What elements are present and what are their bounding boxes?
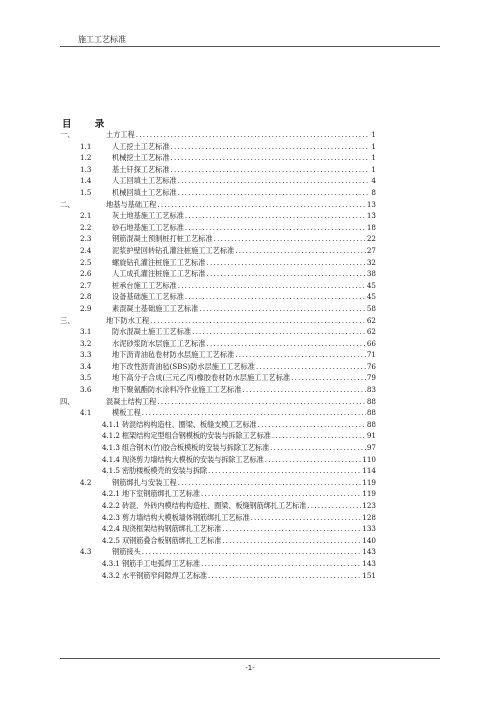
toc-entry-title: 地下沥青油毡卷材防水层施工工艺标准 <box>112 350 235 360</box>
toc-entry-title: 4.1.4 现浇剪力墙结构大模板的安装与拆除工艺标准 <box>102 454 264 464</box>
toc-entry-number: 3.2 <box>80 338 92 348</box>
toc-leader-dots <box>157 199 366 211</box>
toc-entry[interactable] <box>60 488 376 500</box>
toc-leader-dots <box>222 535 361 547</box>
toc-entry-title: 4.2.3 剪力墙结构大模板墙体钢筋绑扎工艺标准 <box>102 512 250 522</box>
toc-entry[interactable] <box>60 152 376 164</box>
toc-entry[interactable] <box>60 349 376 361</box>
toc-leader-dots <box>206 338 365 350</box>
toc-leader-dots <box>178 175 371 187</box>
toc-entry[interactable] <box>60 257 376 269</box>
toc-leader-dots <box>235 245 366 257</box>
toc-entry[interactable] <box>60 129 376 141</box>
toc-entry-number: 2.2 <box>80 222 92 232</box>
toc-entry-page: 13 <box>366 199 376 209</box>
toc-entry[interactable] <box>60 535 376 547</box>
toc-leader-dots <box>171 164 371 176</box>
toc-entry-number: 四、 <box>60 396 75 406</box>
footer-divider <box>60 658 440 659</box>
toc-entry-title: 钢筋绑扎与安装工程 <box>112 477 177 487</box>
toc-entry-title: 4.3.2 水平钢筋窄间隙焊工艺标准 <box>102 570 208 580</box>
toc-entry-title: 混凝土结构工程 <box>106 396 157 406</box>
toc-leader-dots <box>201 488 361 500</box>
toc-entry-title: 地下聚氨酯防水涂料冷作业施工工艺标准 <box>112 385 242 395</box>
toc-entry-title: 机械回填土工艺标准 <box>112 187 177 197</box>
toc-entry-number: 1.3 <box>80 164 92 174</box>
toc-leader-dots <box>192 326 366 338</box>
toc-entry[interactable] <box>60 396 376 408</box>
toc-entry-page: 1 <box>371 130 376 139</box>
toc-leader-dots <box>201 558 361 570</box>
toc-entry[interactable] <box>60 268 376 280</box>
toc-entry-page: 140 <box>362 535 376 545</box>
toc-entry[interactable] <box>60 245 376 257</box>
toc-entry-page: 79 <box>366 373 376 383</box>
toc-entry-number: 一、 <box>60 130 75 139</box>
toc-entry[interactable] <box>60 384 376 396</box>
toc-entry-title: 地下防水工程 <box>106 315 150 325</box>
toc-entry-page: 88 <box>366 419 376 429</box>
toc-entry[interactable] <box>60 361 376 373</box>
toc-leader-dots <box>185 222 366 234</box>
toc-entry[interactable] <box>60 558 376 570</box>
toc-leader-dots <box>270 442 366 454</box>
toc-leader-dots <box>199 303 366 315</box>
toc-entry-page: 119 <box>362 489 376 499</box>
toc-entry-page: 1 <box>371 141 376 151</box>
toc-entry[interactable] <box>60 523 376 535</box>
toc-entry-title: 机械挖土工艺标准 <box>112 153 170 163</box>
toc-entry-page: 38 <box>366 269 376 279</box>
toc-entry-title: 4.1.3 组合钢木(竹)胶合板模板的安装与拆除工艺标准 <box>102 443 270 453</box>
toc-entry-number: 2.4 <box>80 245 92 255</box>
toc-entry-page: 151 <box>362 570 376 580</box>
toc-entry[interactable] <box>60 454 376 466</box>
toc-entry-page: 83 <box>366 385 376 395</box>
toc-entry-number: 2.3 <box>80 234 92 244</box>
toc-entry-title: 螺旋钻孔灌注桩施工工艺标准 <box>112 257 206 267</box>
toc-entry-title: 桩承台施工工艺标准 <box>112 280 177 290</box>
toc-entry-number: 4.3 <box>80 547 92 557</box>
toc-entry-page: 62 <box>366 327 376 337</box>
toc-entry[interactable] <box>60 315 376 327</box>
toc-entry-number: 2.1 <box>80 211 92 221</box>
toc-leader-dots <box>178 187 371 199</box>
toc-entry-title: 4.2.2 砖混、外砖内模结构构造柱、圈梁、板缝钢筋绑扎工艺标准 <box>102 501 307 510</box>
toc-entry-title: 基土钎探工艺标准 <box>112 164 170 174</box>
toc-entry[interactable] <box>60 164 376 176</box>
toc-entry[interactable] <box>60 233 376 245</box>
toc-leader-dots <box>142 407 366 419</box>
toc-leader-dots <box>242 384 365 396</box>
toc-entry-page: 58 <box>366 303 376 313</box>
toc-entry-title: 4.2.1 地下室钢筋绑扎工艺标准 <box>102 489 200 499</box>
toc-leader-dots <box>258 419 366 431</box>
toc-entry-title: 人工挖土工艺标准 <box>112 141 170 151</box>
toc-entry-page: 110 <box>362 454 376 464</box>
toc-entry-page: 62 <box>366 315 376 325</box>
toc-leader-dots <box>272 430 366 442</box>
table-of-contents <box>60 129 376 581</box>
toc-entry[interactable] <box>60 280 376 292</box>
toc-entry-number: 4.2 <box>80 477 92 487</box>
running-header: 施工工艺标准 <box>78 35 126 44</box>
toc-entry-number: 1.2 <box>80 153 92 163</box>
toc-entry-title: 4.1.2 框架结构定型组合钢模板的安装与拆除工艺标准 <box>102 431 271 441</box>
toc-entry-number: 2.9 <box>80 303 92 313</box>
toc-entry-page: 22 <box>366 234 376 244</box>
toc-leader-dots <box>185 291 366 303</box>
toc-entry-page: 45 <box>366 280 376 290</box>
toc-entry[interactable] <box>60 187 376 199</box>
toc-entry-title: 砂石地基施工工艺标准 <box>112 222 184 232</box>
toc-leader-dots <box>307 500 361 512</box>
toc-entry[interactable] <box>60 477 376 489</box>
toc-entry-page: 91 <box>366 431 376 441</box>
toc-entry-number: 1.1 <box>80 141 92 151</box>
toc-entry-page: 18 <box>366 222 376 232</box>
toc-entry[interactable] <box>60 141 376 153</box>
toc-entry[interactable] <box>60 210 376 222</box>
toc-leader-dots <box>235 349 366 361</box>
toc-leader-dots <box>206 268 365 280</box>
toc-entry[interactable] <box>60 546 376 558</box>
toc-entry-title: 素混凝土基础施工工艺标准 <box>112 303 199 313</box>
toc-leader-dots <box>171 152 371 164</box>
toc-entry-title: 地下高分子合成(三元乙丙)橡胶卷材防水层施工工艺标准 <box>112 373 291 383</box>
toc-entry-page: 128 <box>362 512 376 522</box>
toc-entry[interactable] <box>60 222 376 234</box>
toc-entry[interactable] <box>60 570 376 582</box>
toc-entry-page: 88 <box>366 408 376 418</box>
toc-entry-title: 防水混凝土施工工艺标准 <box>112 327 192 337</box>
toc-entry-title: 地下改性沥青油毡(SBS)防水层施工工艺标准 <box>112 361 255 371</box>
toc-entry-page: 32 <box>366 257 376 267</box>
toc-entry[interactable] <box>60 419 376 431</box>
toc-entry[interactable] <box>60 303 376 315</box>
toc-entry[interactable] <box>60 326 376 338</box>
toc-entry[interactable] <box>60 500 376 512</box>
toc-entry-page: 66 <box>366 338 376 348</box>
toc-entry-number: 2.5 <box>80 257 92 267</box>
toc-entry-title: 设备基础施工工艺标准 <box>112 292 184 302</box>
toc-entry-page: 76 <box>366 361 376 371</box>
toc-entry-title: 人工回填土工艺标准 <box>112 176 177 186</box>
toc-entry-title: 4.1.1 砖混结构构造柱、圈梁、板缝支模工艺标准 <box>102 419 257 429</box>
toc-entry[interactable] <box>60 407 376 419</box>
toc-entry[interactable] <box>60 199 376 211</box>
toc-leader-dots <box>142 546 362 558</box>
toc-entry[interactable] <box>60 442 376 454</box>
toc-entry-page: 8 <box>371 187 376 197</box>
toc-entry-title: 钢筋接头 <box>112 547 141 557</box>
toc-leader-dots <box>206 257 365 269</box>
toc-leader-dots <box>150 315 366 327</box>
toc-entry[interactable] <box>60 465 376 477</box>
toc-entry-number: 2.7 <box>80 280 92 290</box>
toc-entry-page: 114 <box>362 466 376 476</box>
toc-entry-title: 泥浆护壁回转钻孔灌注桩施工工艺标准 <box>112 245 235 255</box>
toc-entry-title: 4.1.5 密肋楼板模壳的安装与拆除 <box>102 466 208 476</box>
toc-entry[interactable] <box>60 338 376 350</box>
toc-leader-dots <box>208 465 361 477</box>
toc-leader-dots <box>178 477 362 489</box>
toc-leader-dots <box>185 210 366 222</box>
toc-entry[interactable] <box>60 512 376 524</box>
toc-entry-number: 3.4 <box>80 361 92 371</box>
toc-entry-title: 模板工程 <box>112 408 141 418</box>
toc-entry[interactable] <box>60 175 376 187</box>
toc-entry-page: 123 <box>362 501 376 510</box>
toc-entry-page: 1 <box>371 164 376 174</box>
toc-entry-number: 3.5 <box>80 373 92 383</box>
toc-entry-number: 3.3 <box>80 350 92 360</box>
header-divider <box>60 46 440 47</box>
toc-entry-number: 3.1 <box>80 327 92 337</box>
toc-entry-page: 97 <box>366 443 376 453</box>
toc-leader-dots <box>256 361 366 373</box>
toc-leader-dots <box>178 280 366 292</box>
toc-entry-number: 1.4 <box>80 176 92 186</box>
toc-entry-page: 13 <box>366 211 376 221</box>
toc-entry-page: 143 <box>362 547 376 557</box>
toc-entry-title: 灰土地基施工工艺标准 <box>112 211 184 221</box>
toc-entry-title: 地基与基础工程 <box>106 199 157 209</box>
toc-entry[interactable] <box>60 430 376 442</box>
toc-entry-page: 45 <box>366 292 376 302</box>
toc-leader-dots <box>265 454 362 466</box>
toc-entry-title: 土方工程 <box>106 130 135 139</box>
toc-entry-number: 4.1 <box>80 408 92 418</box>
page-number: -1- <box>245 664 255 672</box>
toc-entry-page: 4 <box>371 176 376 186</box>
toc-entry-number: 2.6 <box>80 269 92 279</box>
toc-entry-number: 三、 <box>60 315 75 325</box>
toc-entry-title: 4.2.5 双钢筋叠合板钢筋绑扎工艺标准 <box>102 535 222 545</box>
toc-leader-dots <box>136 129 371 141</box>
toc-title: 目 录 <box>62 119 115 130</box>
toc-leader-dots <box>171 141 371 153</box>
toc-entry-page: 119 <box>362 477 376 487</box>
toc-entry[interactable] <box>60 291 376 303</box>
toc-entry-page: 1 <box>371 153 376 163</box>
toc-leader-dots <box>291 372 366 384</box>
toc-leader-dots <box>214 233 366 245</box>
toc-leader-dots <box>157 396 366 408</box>
toc-entry-page: 71 <box>366 350 376 360</box>
toc-entry-number: 1.5 <box>80 187 92 197</box>
toc-entry-number: 2.8 <box>80 292 92 302</box>
toc-entry-title: 4.2.4 现浇框架结构钢筋绑扎工艺标准 <box>102 524 222 534</box>
toc-entry-page: 88 <box>366 396 376 406</box>
toc-entry-number: 二、 <box>60 199 75 209</box>
toc-entry[interactable] <box>60 372 376 384</box>
toc-entry-title: 钢筋混凝土预制桩打桩工艺标准 <box>112 234 213 244</box>
toc-entry-number: 3.6 <box>80 385 92 395</box>
toc-entry-title: 4.3.1 钢筋手工电弧焊工艺标准 <box>102 558 200 568</box>
toc-entry-title: 人工成孔灌注桩施工工艺标准 <box>112 269 206 279</box>
toc-entry-page: 133 <box>362 524 376 534</box>
toc-leader-dots <box>222 523 361 535</box>
toc-entry-page: 143 <box>362 558 376 568</box>
toc-entry-title: 水泥砂浆防水层施工工艺标准 <box>112 338 206 348</box>
toc-leader-dots <box>208 570 361 582</box>
toc-entry-page: 27 <box>366 245 376 255</box>
toc-leader-dots <box>251 512 362 524</box>
